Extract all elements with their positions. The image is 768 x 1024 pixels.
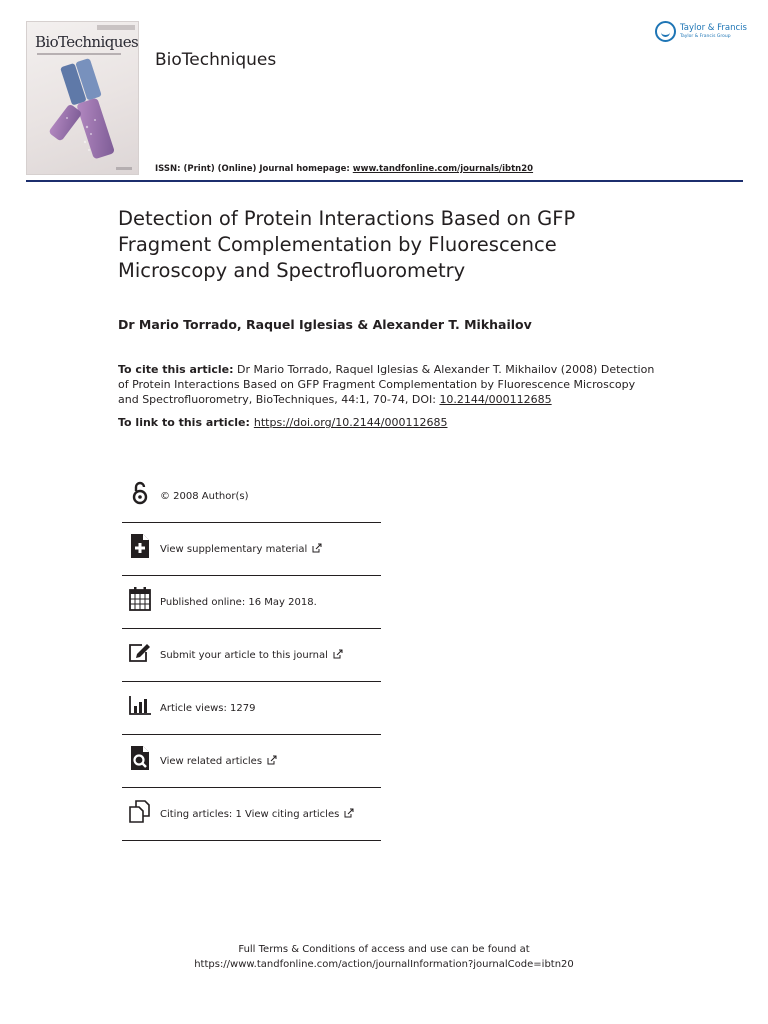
taylor-francis-emblem-icon <box>655 21 676 42</box>
copyright-text: © 2008 Author(s) <box>160 490 249 502</box>
doi-link[interactable]: 10.2144/000112685 <box>439 393 552 406</box>
related-search-icon <box>128 745 152 771</box>
citing-documents-icon <box>128 798 152 824</box>
external-link-icon <box>267 755 277 765</box>
issn-line <box>155 164 533 174</box>
taylor-francis-logo[interactable] <box>655 21 747 45</box>
terms-line: Full Terms & Conditions of access and use can be found at <box>238 944 530 955</box>
related-label: View related articles <box>160 756 263 767</box>
cover-title: BioTechniques <box>35 33 139 51</box>
external-link-icon <box>344 808 354 818</box>
submit-label: Submit your article to this journal <box>160 650 328 661</box>
supplementary-label: View supplementary material <box>160 544 308 555</box>
submit-article-link[interactable] <box>160 649 343 661</box>
article-info-list <box>122 470 381 841</box>
supplementary-link[interactable] <box>160 543 322 555</box>
article-views: Article views: 1279 <box>160 702 256 714</box>
article-title: Detection of Protein Interactions Based on GFP Fragment Complementation by Fluorescence Microscopy and Spectrofluorometry <box>118 207 576 282</box>
citing-label: Citing articles: 1 View citing articles <box>160 809 340 820</box>
article-doi-url[interactable]: https://doi.org/10.2144/000112685 <box>253 416 448 429</box>
row-published <box>122 576 381 629</box>
row-related[interactable] <box>122 735 381 788</box>
related-articles-link[interactable] <box>160 755 277 767</box>
external-link-icon <box>312 543 322 553</box>
article-link-line <box>118 416 447 429</box>
row-copyright <box>122 470 381 523</box>
cite-label: To cite this article: <box>118 363 234 376</box>
terms-url[interactable]: https://www.tandfonline.com/action/journalInformation?journalCode=ibtn20 <box>194 959 574 970</box>
published-date: Published online: 16 May 2018. <box>160 596 317 608</box>
row-views <box>122 682 381 735</box>
row-citing[interactable] <box>122 788 381 841</box>
open-access-icon <box>128 480 152 506</box>
publisher-group: Taylor & Francis Group <box>680 34 731 39</box>
submit-pencil-icon <box>128 639 152 665</box>
cover-antibody-illustration <box>27 22 139 175</box>
journal-name: BioTechniques <box>155 50 277 70</box>
cover-footer-mark <box>116 167 132 170</box>
citing-articles-link[interactable] <box>160 808 354 820</box>
issn-label: ISSN: (Print) (Online) Journal homepage: <box>155 164 353 174</box>
supplementary-file-icon <box>128 533 152 559</box>
publisher-name: Taylor & Francis <box>680 23 747 33</box>
link-label: To link to this article: <box>118 416 250 429</box>
external-link-icon <box>333 649 343 659</box>
bar-chart-icon <box>128 692 152 718</box>
row-supplementary[interactable] <box>122 523 381 576</box>
header-divider <box>26 180 743 182</box>
journal-homepage-link[interactable]: www.tandfonline.com/journals/ibtn20 <box>352 164 534 174</box>
terms-footer <box>0 942 768 972</box>
cite-text: Dr Mario Torrado, Raquel Iglesias & Alexander T. Mikhailov (2008) Detection of Protein Interactions Based on GFP Fragment Complementation by Fluorescence Microscopy and Spectrofluorometry, BioTechniques, 44:1, 70-74, DOI: <box>118 363 655 406</box>
journal-cover-image <box>26 21 139 175</box>
row-submit[interactable] <box>122 629 381 682</box>
article-authors: Dr Mario Torrado, Raquel Iglesias & Alexander T. Mikhailov <box>118 317 532 332</box>
citation-block <box>118 362 658 407</box>
calendar-icon <box>128 586 152 612</box>
